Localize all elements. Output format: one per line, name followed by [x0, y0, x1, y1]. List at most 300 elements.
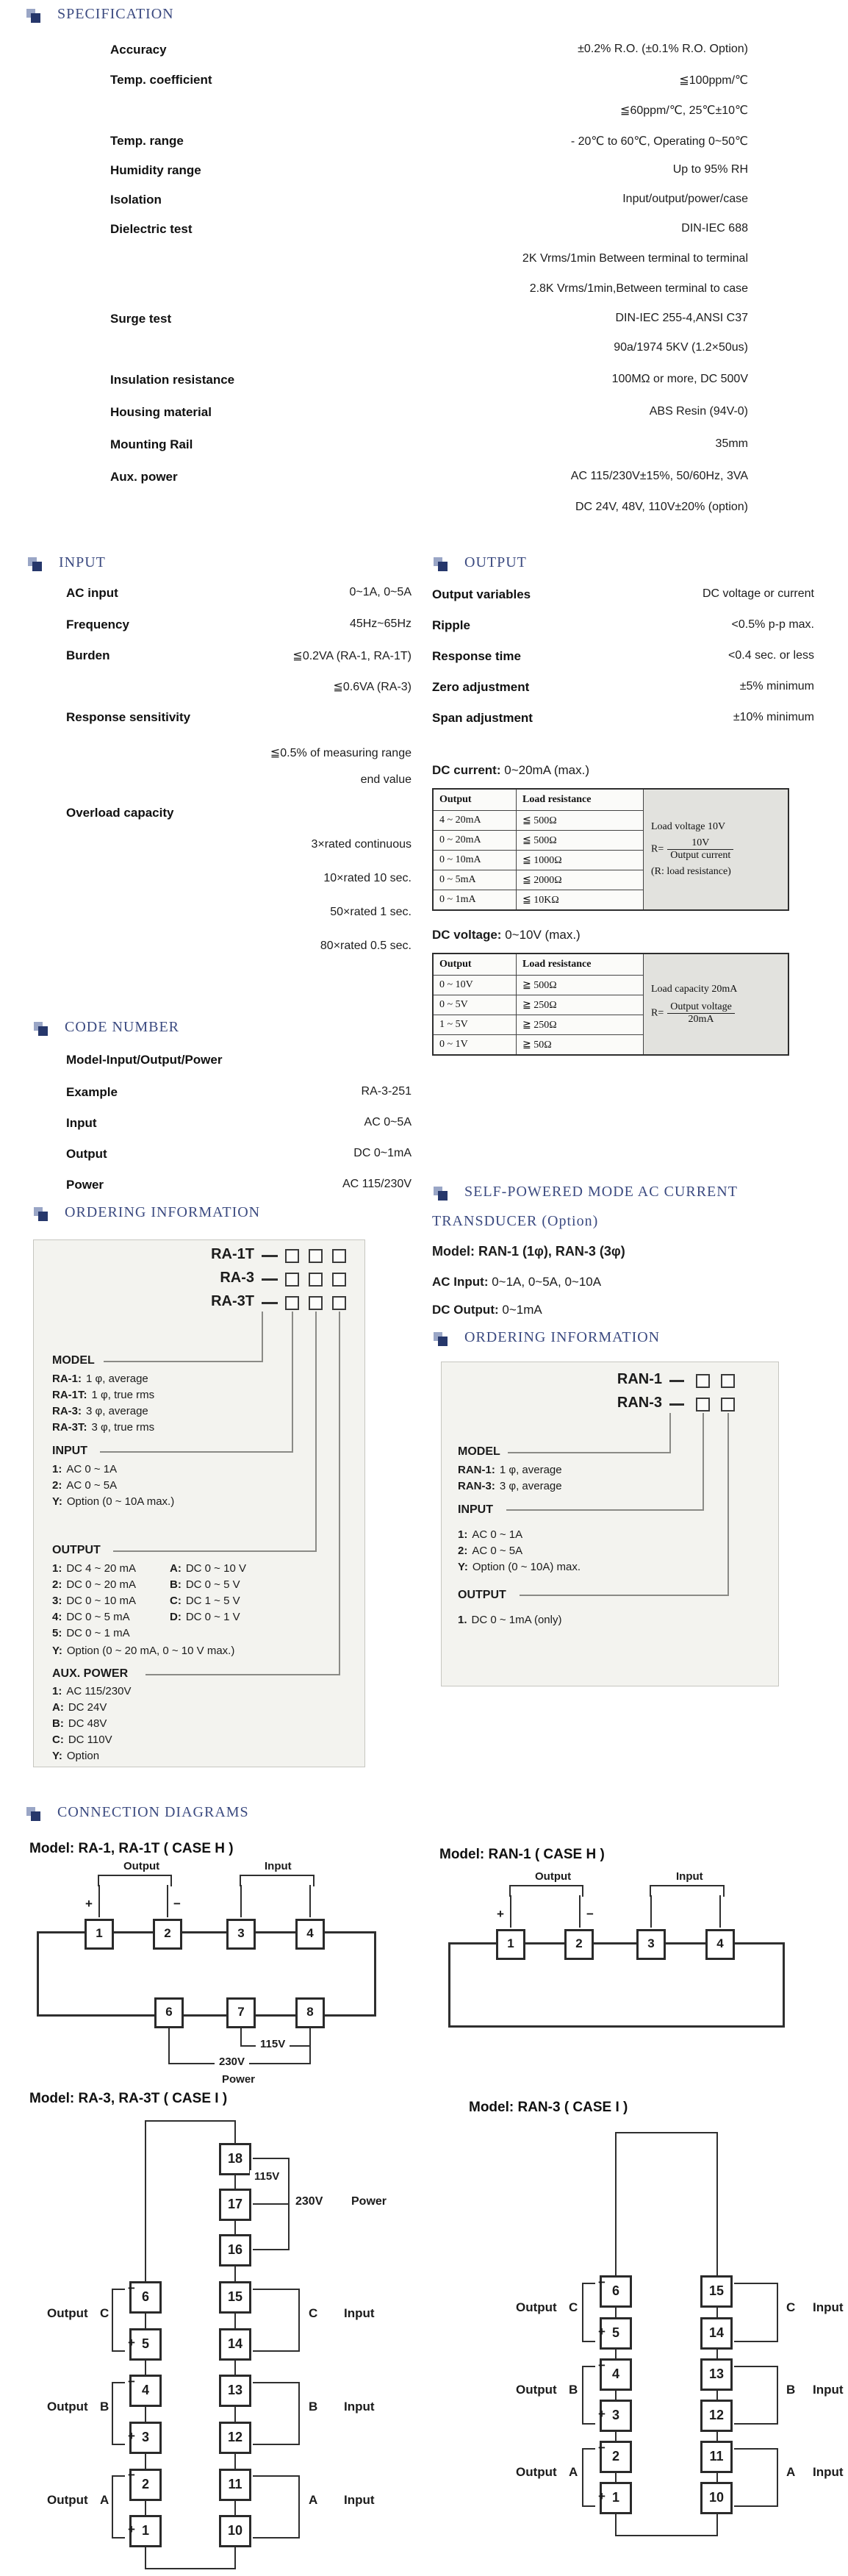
item-desc: Option (0 ~ 10A max.) — [66, 1495, 175, 1508]
input-bracket — [253, 2289, 300, 2352]
terminal: 10 — [700, 2482, 733, 2514]
input-value: ≦0.5% of measuring range — [270, 747, 412, 759]
self-powered-dc-line — [432, 1303, 542, 1317]
list-item — [458, 1614, 561, 1626]
diagram-ra3 — [29, 2088, 426, 2576]
note-top: Load capacity 20mA — [651, 983, 738, 995]
wire — [716, 2391, 718, 2400]
terminal: 1 — [129, 2515, 162, 2547]
table-cell: ≦ 500Ω — [517, 811, 644, 831]
item-desc: AC 0 ~ 5A — [66, 1479, 118, 1492]
code-label: Example — [66, 1085, 118, 1099]
table-cell: 0 ~ 20mA — [433, 831, 517, 851]
spec-value: 2K Vrms/1min Between terminal to terminal — [522, 252, 748, 265]
terminal: 14 — [219, 2328, 251, 2361]
output-value: ±5% minimum — [739, 680, 814, 693]
wire — [234, 2501, 236, 2515]
list-item — [458, 1480, 562, 1492]
item-code: D: — [170, 1611, 182, 1623]
wire — [240, 2028, 242, 2046]
phase-label: B — [309, 2400, 318, 2414]
plus-sign: + — [598, 2407, 606, 2421]
wire — [615, 2132, 617, 2275]
wire — [234, 2221, 236, 2234]
wire — [145, 2407, 146, 2422]
formula-den: Output current — [670, 850, 731, 861]
input-bracket — [253, 2382, 300, 2445]
wire — [168, 2028, 170, 2064]
output-group-label: Output — [47, 2306, 88, 2320]
input-group-label: Input — [344, 2400, 375, 2414]
wire — [234, 2407, 236, 2422]
input-bracket-label: Input — [676, 1870, 703, 1883]
terminal: 12 — [700, 2400, 733, 2432]
output-section-title: OUTPUT — [464, 554, 527, 570]
item-code: 2: — [458, 1545, 468, 1557]
model-name: RAN-1 — [617, 1371, 662, 1387]
item-code: 1: — [52, 1562, 62, 1575]
diagram-title: Model: RAN-3 ( CASE I ) — [469, 2100, 628, 2115]
code-value: RA-3-251 — [361, 1085, 412, 1098]
list-item — [170, 1595, 240, 1607]
item-desc: AC 0 ~ 5A — [472, 1545, 523, 1557]
table-cell: 0 ~ 10mA — [433, 851, 517, 870]
terminal: 4 — [295, 1919, 325, 1950]
input-value: 80×rated 0.5 sec. — [320, 940, 412, 952]
diagram-ran1 — [439, 1836, 848, 2089]
phase-label: C — [786, 2300, 796, 2314]
list-item — [52, 1405, 148, 1417]
phase-label: C — [100, 2306, 109, 2320]
output-label: Response time — [432, 649, 521, 663]
terminal: 12 — [219, 2422, 251, 2454]
table-header: Output — [433, 789, 517, 811]
item-desc: DC 1 ~ 5 V — [185, 1595, 240, 1607]
terminal: 3 — [600, 2400, 632, 2432]
spec-value: 2.8K Vrms/1min,Between terminal to case — [529, 282, 748, 295]
model-name: RA-3T — [211, 1293, 254, 1309]
input-group-label: Input — [813, 2383, 844, 2397]
item-desc: DC 0 ~ 10 mA — [66, 1595, 136, 1607]
spec-label: Insulation resistance — [110, 373, 235, 387]
wire — [145, 2547, 146, 2568]
wire — [145, 2120, 146, 2283]
input-value: 3×rated continuous — [311, 838, 412, 851]
spec-label: Housing material — [110, 405, 212, 419]
tree-line — [100, 1451, 293, 1453]
terminal: 16 — [219, 2234, 251, 2266]
item-code: Y: — [52, 1750, 62, 1762]
wire — [615, 2514, 617, 2535]
input-label: Overload capacity — [66, 806, 174, 820]
code-box — [332, 1249, 346, 1263]
list-item — [170, 1562, 246, 1575]
list-item — [52, 1685, 131, 1697]
diagram-ran3 — [439, 2088, 848, 2576]
dc-voltage-table — [432, 953, 789, 1056]
spec-value: 100MΩ or more, DC 500V — [611, 373, 748, 385]
input-bracket — [734, 2283, 778, 2342]
phase-label: B — [786, 2383, 796, 2397]
tree-line — [315, 1312, 317, 1552]
dash-line — [262, 1278, 278, 1281]
dash-line — [262, 1302, 278, 1304]
item-desc: DC 4 ~ 20 mA — [66, 1562, 136, 1575]
item-desc: DC 0 ~ 20 mA — [66, 1578, 136, 1591]
spec-label: Temp. coefficient — [110, 73, 212, 87]
tree-line — [703, 1413, 704, 1509]
item-desc: DC 0 ~ 5 V — [185, 1578, 240, 1591]
wire — [234, 2454, 236, 2469]
item-code: RA-3T: — [52, 1421, 87, 1434]
item-code: B: — [52, 1717, 64, 1730]
table-cell: 0 ~ 1V — [433, 1035, 517, 1056]
self-powered-model-line — [432, 1244, 625, 1259]
item-desc: DC 48V — [68, 1717, 107, 1730]
item-desc: DC 24V — [68, 1701, 107, 1714]
section-bullet-icon — [434, 1187, 448, 1201]
table-note-cell — [644, 789, 789, 910]
model-value: RAN-1 (1φ), RAN-3 (3φ) — [478, 1244, 625, 1259]
terminal: 13 — [700, 2358, 733, 2391]
dc-voltage-range: 0~10V (max.) — [505, 928, 581, 942]
item-code: RAN-3: — [458, 1480, 495, 1492]
terminal: 1 — [496, 1929, 525, 1960]
input-value: 0~1A, 0~5A — [349, 586, 412, 598]
table-cell: 0 ~ 5mA — [433, 870, 517, 890]
item-desc: DC 0 ~ 1 V — [185, 1611, 240, 1623]
terminal: 3 — [129, 2422, 162, 2454]
output-group-label: Output — [516, 2300, 557, 2314]
model-label: Model: — [432, 1244, 475, 1259]
spec-value: ≦60ppm/℃, 25℃±10℃ — [620, 104, 748, 117]
wire — [615, 2432, 617, 2441]
phase-label: C — [309, 2306, 318, 2320]
diagram-title: Model: RAN-1 ( CASE H ) — [439, 1847, 605, 1862]
diagram-title: Model: RA-3, RA-3T ( CASE I ) — [29, 2091, 228, 2106]
note-formula — [651, 837, 780, 862]
tree-line — [508, 1452, 671, 1453]
section-bullet-icon — [434, 1332, 448, 1346]
list-item — [458, 1464, 562, 1476]
input-label: Response sensitivity — [66, 710, 191, 724]
output-group-label: Output — [516, 2465, 557, 2479]
item-code: 3: — [52, 1595, 62, 1607]
wire — [615, 2132, 718, 2133]
item-desc: DC 0 ~ 1mA (only) — [471, 1614, 562, 1626]
terminal: 2 — [153, 1919, 182, 1950]
table-header: Load resistance — [517, 789, 644, 811]
wire — [716, 2350, 718, 2358]
connection-title: CONNECTION DIAGRAMS — [57, 1804, 249, 1820]
item-code: RA-1: — [52, 1373, 82, 1385]
wire — [579, 1895, 581, 1928]
output-bracket — [112, 2382, 125, 2445]
output-bracket-label: Output — [123, 1860, 160, 1872]
code-number-title: CODE NUMBER — [65, 1019, 180, 1035]
plus-sign: + — [598, 2489, 606, 2503]
wire — [240, 1885, 242, 1917]
note-formula — [651, 1001, 780, 1026]
table-cell: ≧ 250Ω — [517, 1015, 644, 1035]
terminal: 4 — [705, 1929, 735, 1960]
dc-voltage-label: DC voltage: — [432, 928, 502, 942]
list-item — [52, 1611, 130, 1623]
wire — [253, 2158, 290, 2159]
input-label: Frequency — [66, 618, 129, 632]
output-bracket — [582, 2448, 595, 2507]
table-cell: 4 ~ 20mA — [433, 811, 517, 831]
formula-lhs: R= — [651, 1007, 664, 1019]
aux-power-heading: AUX. POWER — [52, 1667, 129, 1680]
terminal: 15 — [700, 2275, 733, 2308]
input-value: end value — [360, 773, 412, 786]
spec-label: Surge test — [110, 312, 172, 326]
item-code: 1: — [52, 1463, 62, 1475]
code-value: AC 0~5A — [364, 1116, 412, 1128]
wire — [650, 1895, 652, 1928]
terminal: 5 — [600, 2317, 632, 2350]
spec-label: Accuracy — [110, 43, 167, 57]
tree-line — [727, 1413, 729, 1595]
list-item — [170, 1611, 240, 1623]
dc-output-label: DC Output: — [432, 1303, 499, 1317]
wire — [716, 2132, 718, 2275]
terminal: 11 — [219, 2469, 251, 2501]
model-heading: MODEL — [52, 1354, 95, 1367]
output-label: Output variables — [432, 587, 531, 601]
table-cell: 0 ~ 1mA — [433, 890, 517, 911]
diagram-ra1 — [29, 1836, 415, 2089]
item-code: 2: — [52, 1479, 62, 1492]
output-value: <0.4 sec. or less — [728, 649, 814, 662]
item-desc: Option (0 ~ 10A) max. — [472, 1561, 581, 1573]
ordering-ra-box — [33, 1239, 365, 1767]
terminal: 7 — [226, 1997, 256, 2028]
code-value: AC 115/230V — [342, 1178, 412, 1190]
item-code: A: — [170, 1562, 182, 1575]
list-item — [52, 1627, 130, 1639]
power-label: Power — [351, 2195, 387, 2208]
terminal: 18 — [219, 2143, 251, 2175]
item-desc: AC 0 ~ 1A — [472, 1528, 523, 1541]
self-powered-title-1: SELF-POWERED MODE AC CURRENT — [464, 1184, 738, 1200]
terminal: 17 — [219, 2189, 251, 2221]
item-code: RAN-1: — [458, 1464, 495, 1476]
section-bullet-icon — [34, 1207, 48, 1221]
terminal: 3 — [226, 1919, 256, 1950]
item-desc: 1 φ, average — [499, 1464, 562, 1476]
voltage-115-label: 115V — [256, 2038, 290, 2050]
input-bracket — [650, 1885, 725, 1897]
terminal: 13 — [219, 2375, 251, 2407]
code-box — [285, 1296, 299, 1310]
spec-value: Up to 95% RH — [672, 163, 748, 176]
list-item — [170, 1578, 240, 1591]
code-box — [721, 1398, 735, 1412]
note-top: Load voltage 10V — [651, 821, 726, 832]
code-value: DC 0~1mA — [353, 1147, 412, 1159]
table-header: Load resistance — [517, 954, 644, 976]
output-bracket — [582, 2366, 595, 2425]
wire — [615, 2391, 617, 2400]
input-section-title: INPUT — [59, 554, 106, 570]
list-item — [52, 1701, 107, 1714]
terminal: 4 — [129, 2375, 162, 2407]
phase-label: C — [569, 2300, 578, 2314]
spec-value: - 20℃ to 60℃, Operating 0~50℃ — [570, 135, 748, 148]
output-bracket — [582, 2283, 595, 2342]
spec-label: Dielectric test — [110, 222, 193, 236]
wire — [234, 2266, 236, 2281]
minus-sign: − — [128, 2468, 135, 2482]
wire — [145, 2568, 236, 2569]
table-cell: ≦ 10KΩ — [517, 890, 644, 911]
item-code: 1: — [52, 1685, 62, 1697]
item-desc: 3 φ, average — [86, 1405, 148, 1417]
dc-output-value: 0~1mA — [502, 1303, 542, 1317]
ordering-ran-title: ORDERING INFORMATION — [464, 1329, 661, 1345]
input-group-label: Input — [344, 2306, 375, 2320]
phase-label: A — [309, 2493, 318, 2507]
model-name: RA-3 — [220, 1270, 254, 1286]
ordering-ran-box — [441, 1362, 779, 1686]
wire — [615, 2308, 617, 2317]
wire — [716, 2514, 718, 2535]
code-box — [721, 1374, 735, 1388]
code-number-subtitle: Model-Input/Output/Power — [66, 1053, 223, 1067]
terminal: 6 — [600, 2275, 632, 2308]
code-label: Output — [66, 1147, 107, 1161]
tree-line — [520, 1595, 729, 1596]
minus-sign: − — [586, 1907, 594, 1921]
input-bracket — [240, 1875, 315, 1886]
dc-current-heading — [432, 763, 589, 778]
minus-sign: − — [598, 2441, 606, 2455]
item-code: Y: — [52, 1645, 62, 1657]
spec-value: Input/output/power/case — [622, 193, 748, 205]
wire — [253, 2249, 290, 2250]
code-box — [332, 1273, 346, 1287]
list-item — [52, 1479, 117, 1492]
input-value: 45Hz~65Hz — [349, 618, 412, 630]
item-desc: 1 φ, true rms — [91, 1389, 155, 1401]
item-code: 2: — [52, 1578, 62, 1591]
phase-label: B — [569, 2383, 578, 2397]
dc-current-table — [432, 788, 789, 911]
model-name: RA-1T — [211, 1246, 254, 1262]
table-cell: ≦ 2000Ω — [517, 870, 644, 890]
wire — [253, 2203, 290, 2205]
wire — [234, 2175, 236, 2189]
code-box — [285, 1249, 299, 1263]
input-bracket-label: Input — [265, 1860, 292, 1872]
input-heading: INPUT — [52, 1445, 87, 1457]
wire — [145, 2361, 146, 2375]
list-item — [52, 1562, 136, 1575]
dash-line — [669, 1380, 684, 1382]
output-group-label: Output — [47, 2400, 88, 2414]
terminal: 2 — [600, 2441, 632, 2473]
terminal: 1 — [600, 2482, 632, 2514]
table-cell: 1 ~ 5V — [433, 1015, 517, 1035]
input-value: 10×rated 10 sec. — [323, 872, 412, 884]
item-code: A: — [52, 1701, 64, 1714]
plus-sign: + — [85, 1897, 93, 1911]
item-code: C: — [170, 1595, 182, 1607]
item-desc: DC 0 ~ 5 mA — [66, 1611, 130, 1623]
spec-section-title: SPECIFICATION — [57, 6, 174, 22]
list-item — [52, 1389, 154, 1401]
list-item — [52, 1421, 154, 1434]
item-code: 4: — [52, 1611, 62, 1623]
item-code: C: — [52, 1734, 64, 1746]
formula-num: 10V — [667, 837, 733, 850]
wire — [145, 2120, 236, 2122]
wire — [716, 2473, 718, 2482]
terminal: 11 — [700, 2441, 733, 2473]
code-box — [696, 1398, 710, 1412]
terminal: 8 — [295, 1997, 325, 2028]
tree-line — [292, 1312, 293, 1453]
table-cell: 0 ~ 10V — [433, 976, 517, 995]
tree-line — [506, 1509, 704, 1511]
item-code: RA-3: — [52, 1405, 82, 1417]
table-header: Output — [433, 954, 517, 976]
tree-line — [339, 1312, 340, 1675]
wire — [234, 2361, 236, 2375]
wire — [234, 2547, 236, 2568]
table-cell: ≧ 250Ω — [517, 995, 644, 1015]
output-value: <0.5% p-p max. — [731, 618, 814, 631]
list-item — [52, 1595, 136, 1607]
wire — [234, 2314, 236, 2328]
item-code: 5: — [52, 1627, 62, 1639]
input-value: 50×rated 1 sec. — [330, 906, 412, 918]
spec-value: ±0.2% R.O. (±0.1% R.O. Option) — [578, 43, 748, 55]
formula-num: Output voltage — [667, 1001, 735, 1014]
wire — [615, 2535, 718, 2536]
input-value: ≦0.6VA (RA-3) — [333, 681, 412, 693]
wire — [615, 2473, 617, 2482]
output-label: Ripple — [432, 618, 470, 632]
item-code: 1: — [458, 1528, 468, 1541]
code-label: Power — [66, 1178, 104, 1192]
list-item — [458, 1561, 581, 1573]
spec-value: 90a/1974 5KV (1.2×50us) — [614, 341, 748, 354]
wire — [288, 2158, 290, 2250]
input-bracket — [253, 2475, 300, 2539]
item-code: Y: — [52, 1495, 62, 1508]
input-group-label: Input — [813, 2465, 844, 2479]
phase-label: A — [569, 2465, 578, 2479]
model-heading: MODEL — [458, 1445, 500, 1458]
list-item — [52, 1578, 136, 1591]
input-bracket — [734, 2448, 778, 2507]
table-cell: ≦ 1000Ω — [517, 851, 644, 870]
wire — [98, 1885, 100, 1917]
terminal: 14 — [700, 2317, 733, 2350]
spec-value: AC 115/230V±15%, 50/60Hz, 3VA — [570, 470, 748, 482]
wire — [234, 2120, 236, 2143]
item-desc: DC 0 ~ 1 mA — [66, 1627, 130, 1639]
spec-value: DC 24V, 48V, 110V±20% (option) — [575, 501, 748, 513]
wire — [716, 2432, 718, 2441]
model-name: RAN-3 — [617, 1395, 662, 1411]
input-value: ≦0.2VA (RA-1, RA-1T) — [292, 650, 412, 662]
ac-input-label: AC Input: — [432, 1275, 489, 1289]
code-box — [309, 1273, 323, 1287]
